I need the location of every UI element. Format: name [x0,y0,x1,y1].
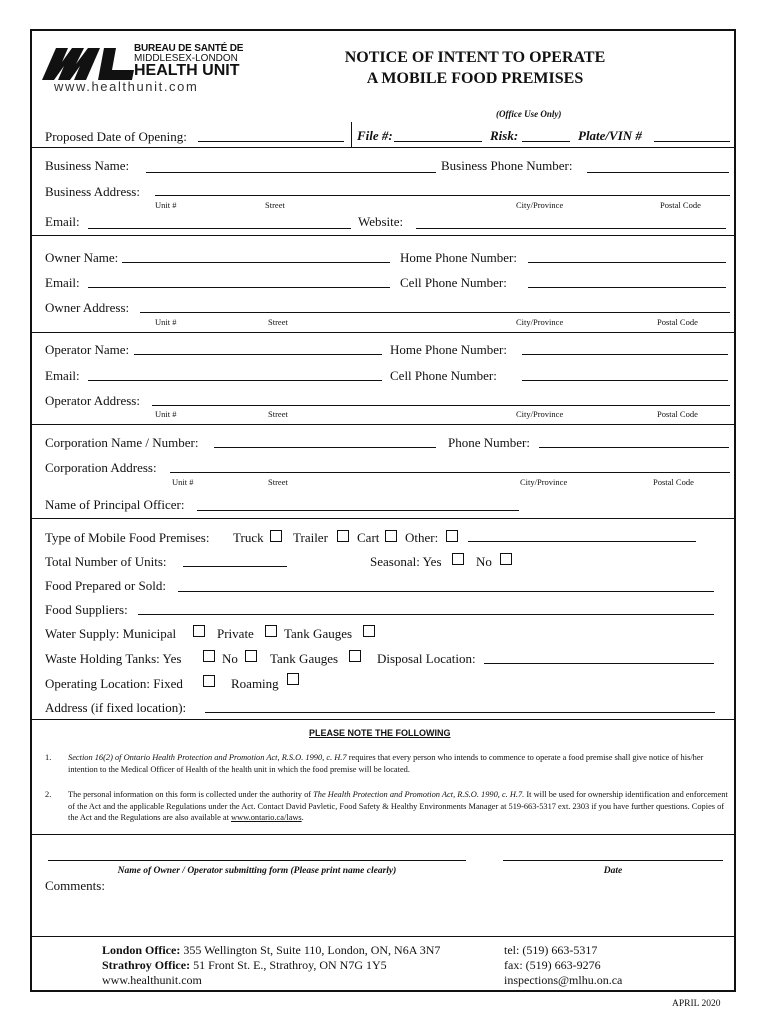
corporation-address-label: Corporation Address: [45,460,157,475]
comments-area[interactable] [45,894,725,934]
business-street-caption: Street [265,200,285,210]
operator-cell-phone-field[interactable] [522,380,728,381]
divider [30,332,736,333]
operator-email-field[interactable] [88,380,382,381]
business-name-field[interactable] [146,172,436,173]
note-1 [68,752,730,775]
file-number-label: File #: [357,128,393,143]
truck-checkbox[interactable] [270,530,282,542]
footer-email[interactable]: inspections@mlhu.on.ca [504,973,623,987]
waste-no-checkbox[interactable] [245,650,257,662]
other-field[interactable] [468,541,696,542]
date-field[interactable] [503,860,723,861]
waste-no-label: No [222,651,238,666]
owner-home-phone-label: Home Phone Number: [400,250,517,265]
total-units-field[interactable] [183,566,287,567]
business-website-field[interactable] [416,228,726,229]
divider [30,235,736,236]
business-unit-caption: Unit # [155,200,177,210]
waste-yes-label: Waste Holding Tanks: Yes [45,651,182,666]
risk-label: Risk: [490,128,519,143]
business-email-label: Email: [45,214,80,229]
owner-email-label: Email: [45,275,80,290]
proposed-date-field[interactable] [198,141,344,142]
note-2-citation: The Health Protection and Promotion Act, R.S.O. 1990, c. H.7. [313,790,525,799]
note-1-number: 1. [45,753,52,762]
owner-city-caption: City/Province [516,317,564,327]
seasonal-no-checkbox[interactable] [500,553,512,565]
food-suppliers-label: Food Suppliers: [45,602,128,617]
owner-cell-phone-label: Cell Phone Number: [400,275,507,290]
total-units-label: Total Number of Units: [45,554,167,569]
business-website-label: Website: [358,214,404,229]
operator-home-phone-label: Home Phone Number: [390,342,507,357]
footer-tel: tel: (519) 663-5317 [504,943,598,957]
owner-street-caption: Street [268,317,288,327]
operator-cell-phone-label: Cell Phone Number: [390,368,497,383]
footer-website[interactable]: www.healthunit.com [102,973,202,987]
truck-label: Truck [233,530,264,545]
corporation-address-field[interactable] [170,472,730,473]
disposal-location-field[interactable] [484,663,714,664]
ml-logo-icon [42,44,134,80]
seasonal-yes-label: Seasonal: Yes [370,554,442,569]
operating-fixed-label: Operating Location: Fixed [45,676,183,691]
logo-line-3: HEALTH UNIT [134,62,240,79]
operator-address-label: Operator Address: [45,393,140,408]
owner-postal-caption: Postal Code [657,317,698,327]
strathroy-office [102,958,387,973]
logo-url: www.healthunit.com [54,79,199,94]
business-address-field[interactable] [155,195,730,196]
operator-home-phone-field[interactable] [522,354,728,355]
food-prepared-label: Food Prepared or Sold: [45,578,166,593]
corporation-unit-caption: Unit # [172,477,194,487]
divider [30,518,736,519]
owner-operator-name-field[interactable] [48,860,466,861]
logo [42,40,262,98]
note-2-text-b: It will be used for ownership identification and enforcement of the Act and the applicable Regulations under the Act. Contact David Pavletic, Food Safety & Healthy Environments Manager at 519-663-5317 ext. 2303 if you have further questions. Copies of the Act and the Regulations are also available at [68,790,728,822]
corporation-phone-field[interactable] [539,447,729,448]
divider [30,936,736,937]
note-2-number: 2. [45,790,52,799]
premises-type-label: Type of Mobile Food Premises: [45,530,210,545]
business-phone-field[interactable] [587,172,729,173]
london-office [102,943,440,958]
form-title-line-1: NOTICE OF INTENT TO OPERATE [344,49,606,66]
trailer-checkbox[interactable] [337,530,349,542]
note-1-citation: Section 16(2) of Ontario Health Protection and Promotion Act, R.S.O. 1990, c. H.7 [68,753,347,762]
principal-officer-label: Name of Principal Officer: [45,497,185,512]
water-municipal-label: Water Supply: Municipal [45,626,177,641]
water-municipal-checkbox[interactable] [193,625,205,637]
other-checkbox[interactable] [446,530,458,542]
corporation-phone-label: Phone Number: [448,435,530,450]
owner-name-field[interactable] [122,262,390,263]
operator-postal-caption: Postal Code [657,409,698,419]
waste-tank-gauges-checkbox[interactable] [349,650,361,662]
divider [30,719,736,720]
office-use-box [351,122,737,147]
food-suppliers-field[interactable] [138,614,714,615]
fixed-address-field[interactable] [205,712,715,713]
operating-fixed-checkbox[interactable] [203,675,215,687]
risk-field[interactable] [522,141,570,142]
owner-unit-caption: Unit # [155,317,177,327]
water-private-label: Private [217,626,254,641]
other-label: Other: [405,530,439,545]
owner-operator-name-caption: Name of Owner / Operator submitting form (Please print name clearly) [117,866,397,876]
ontario-laws-link[interactable]: www.ontario.ca/laws [231,813,302,822]
note-2 [68,789,730,824]
waste-tank-gauges-label: Tank Gauges [270,651,339,666]
fixed-address-label: Address (if fixed location): [45,700,187,715]
london-office-address: 355 Wellington St, Suite 110, London, ON, N6A 3N7 [180,943,441,957]
principal-officer-field[interactable] [197,510,519,511]
footer-fax: fax: (519) 663-9276 [504,958,601,972]
revision-date: APRIL 2020 [672,999,721,1009]
trailer-label: Trailer [293,530,328,545]
disposal-location-label: Disposal Location: [377,651,476,666]
logo-line-2: MIDDLESEX-LONDON [134,53,238,64]
cart-label: Cart [357,530,380,545]
water-private-checkbox[interactable] [265,625,277,637]
file-number-field[interactable] [394,141,482,142]
plate-vin-label: Plate/VIN # [578,128,642,143]
note-2-end: . [301,813,304,822]
operator-email-label: Email: [45,368,80,383]
logo-line-1: BUREAU DE SANTÉ DE [134,43,244,54]
seasonal-no-label: No [476,554,492,569]
operating-roaming-label: Roaming [231,676,279,691]
strathroy-office-address: 51 Front St. E., Strathroy, ON N7G 1Y5 [190,958,387,972]
comments-label: Comments: [45,878,105,893]
business-address-label: Business Address: [45,184,140,199]
owner-name-label: Owner Name: [45,250,119,265]
divider [30,424,736,425]
note-1-text: requires that every person who intends to commence to operate a food premise shall give notice of his/her intention to the Medical Officer of Health of the health unit in which the food premise will be located. [68,753,704,774]
business-email-field[interactable] [88,228,351,229]
divider [30,834,736,835]
owner-home-phone-field[interactable] [528,262,726,263]
water-tank-gauges-checkbox[interactable] [363,625,375,637]
operating-roaming-checkbox[interactable] [287,673,299,685]
corporation-name-label: Corporation Name / Number: [45,435,199,450]
office-use-label: (Office Use Only) [496,109,562,119]
plate-vin-field[interactable] [654,141,730,142]
corporation-postal-caption: Postal Code [653,477,694,487]
note-2-text-a: The personal information on this form is collected under the authority of [68,790,314,799]
business-postal-caption: Postal Code [660,200,701,210]
water-tank-gauges-label: Tank Gauges [284,626,353,641]
operator-address-field[interactable] [152,405,730,406]
business-name-label: Business Name: [45,158,130,173]
owner-address-field[interactable] [140,312,730,313]
notes-heading: PLEASE NOTE THE FOLLOWING [309,728,451,738]
operator-street-caption: Street [268,409,288,419]
corporation-city-caption: City/Province [520,477,568,487]
operator-city-caption: City/Province [516,409,564,419]
seasonal-yes-checkbox[interactable] [452,553,464,565]
business-city-caption: City/Province [516,200,564,210]
owner-address-label: Owner Address: [45,300,130,315]
operator-name-label: Operator Name: [45,342,130,357]
corporation-street-caption: Street [268,477,288,487]
cart-checkbox[interactable] [385,530,397,542]
date-caption: Date [603,866,623,876]
owner-cell-phone-field[interactable] [528,287,726,288]
form-title-line-2: A MOBILE FOOD PREMISES [366,70,584,87]
waste-yes-checkbox[interactable] [203,650,215,662]
proposed-date-label: Proposed Date of Opening: [45,129,187,144]
business-phone-label: Business Phone Number: [441,158,573,173]
london-office-label: London Office: [102,943,181,957]
strathroy-office-label: Strathroy Office: [102,958,191,972]
operator-unit-caption: Unit # [155,409,177,419]
corporation-name-field[interactable] [214,447,436,448]
owner-email-field[interactable] [88,287,390,288]
food-prepared-field[interactable] [178,591,714,592]
divider [30,147,736,148]
operator-name-field[interactable] [134,354,382,355]
